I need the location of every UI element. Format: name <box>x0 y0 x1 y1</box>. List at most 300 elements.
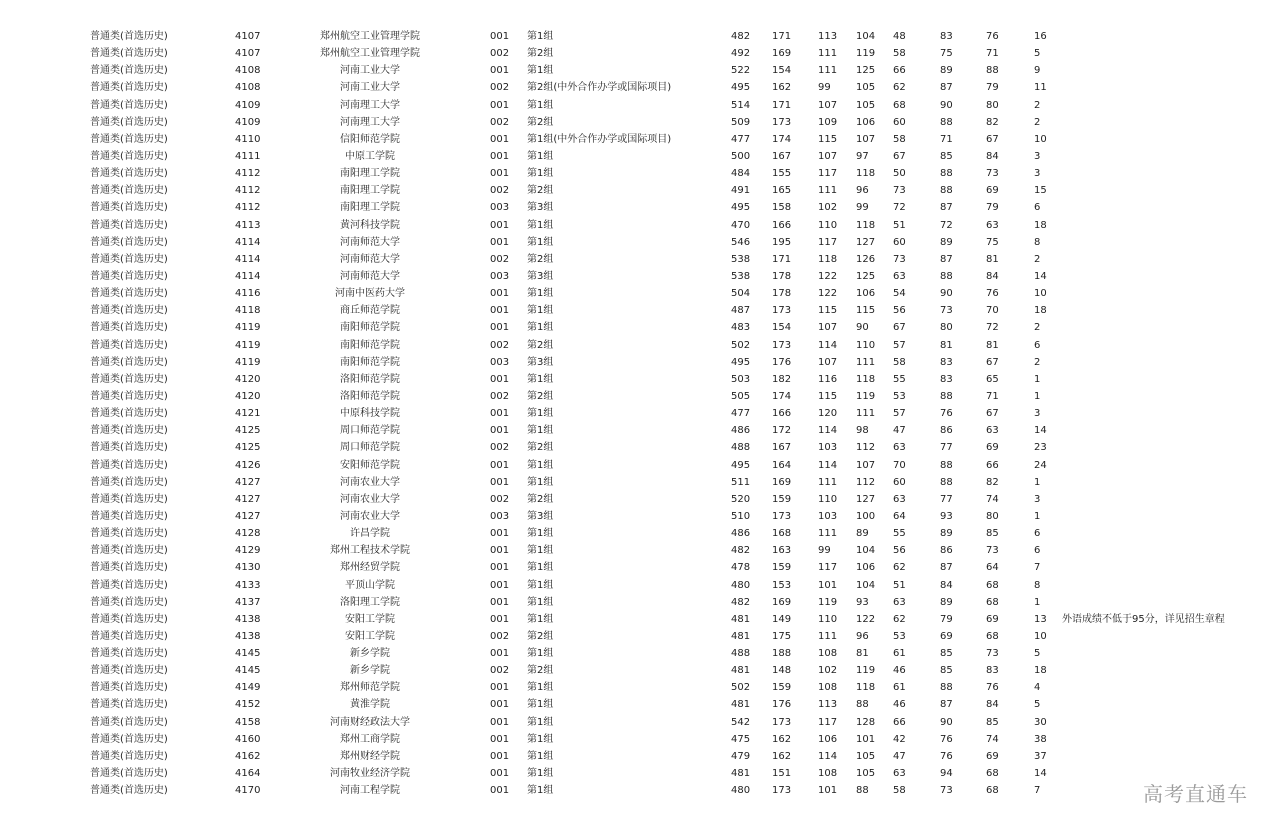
score-cell: 66 <box>893 65 906 77</box>
score-cell: 46 <box>893 665 906 677</box>
school-name-cell: 黄淮学院 <box>350 699 390 711</box>
group-name-cell: 第1组 <box>527 785 554 797</box>
score-cell: 76 <box>940 750 953 762</box>
score-cell: 127 <box>856 493 876 505</box>
table-row <box>0 422 1280 439</box>
category-cell: 普通类(首选历史) <box>90 373 168 385</box>
group-name-cell: 第1组 <box>527 219 554 231</box>
score-cell: 153 <box>772 579 792 591</box>
school-name-cell: 河南牧业经济学院 <box>330 768 410 780</box>
score-cell: 90 <box>856 322 869 334</box>
group-code-cell: 001 <box>490 150 510 162</box>
score-cell: 118 <box>818 253 838 265</box>
score-cell: 68 <box>986 579 999 591</box>
table-row <box>0 182 1280 199</box>
score-cell: 105 <box>856 82 876 94</box>
score-cell: 93 <box>856 596 869 608</box>
score-cell: 538 <box>731 253 751 265</box>
score-cell: 107 <box>856 459 876 471</box>
score-cell: 57 <box>893 408 906 420</box>
school-code-cell: 4114 <box>235 253 261 265</box>
score-cell: 505 <box>731 390 751 402</box>
score-cell: 88 <box>940 185 953 197</box>
score-cell: 500 <box>731 150 751 162</box>
score-cell: 73 <box>986 168 999 180</box>
school-code-cell: 4109 <box>235 99 261 111</box>
school-name-cell: 南阳理工学院 <box>340 202 400 214</box>
score-cell: 99 <box>856 202 869 214</box>
table-row <box>0 611 1280 628</box>
score-cell: 115 <box>818 305 838 317</box>
score-cell: 3 <box>1034 168 1041 180</box>
group-name-cell: 第1组 <box>527 682 554 694</box>
score-cell: 18 <box>1034 665 1047 677</box>
score-cell: 481 <box>731 613 751 625</box>
score-cell: 111 <box>856 408 876 420</box>
score-cell: 66 <box>986 459 999 471</box>
school-code-cell: 4145 <box>235 648 261 660</box>
school-code-cell: 4160 <box>235 733 261 745</box>
score-cell: 101 <box>818 579 838 591</box>
score-cell: 23 <box>1034 442 1047 454</box>
score-cell: 171 <box>772 253 792 265</box>
school-name-cell: 南阳师范学院 <box>340 339 400 351</box>
school-name-cell: 河南农业大学 <box>340 510 400 522</box>
category-cell: 普通类(首选历史) <box>90 562 168 574</box>
score-cell: 486 <box>731 528 751 540</box>
score-cell: 69 <box>940 630 953 642</box>
score-cell: 118 <box>856 219 876 231</box>
score-cell: 47 <box>893 425 906 437</box>
group-code-cell: 001 <box>490 750 510 762</box>
score-cell: 120 <box>818 408 838 420</box>
score-cell: 538 <box>731 270 751 282</box>
group-name-cell: 第3组 <box>527 270 554 282</box>
score-cell: 55 <box>893 528 906 540</box>
school-name-cell: 商丘师范学院 <box>340 305 400 317</box>
score-cell: 14 <box>1034 768 1047 780</box>
score-cell: 100 <box>856 510 876 522</box>
school-name-cell: 河南师范大学 <box>340 253 400 265</box>
score-cell: 73 <box>893 185 906 197</box>
score-cell: 70 <box>986 305 999 317</box>
score-cell: 172 <box>772 425 792 437</box>
score-cell: 89 <box>856 528 869 540</box>
category-cell: 普通类(首选历史) <box>90 390 168 402</box>
score-cell: 102 <box>818 665 838 677</box>
score-cell: 58 <box>893 133 906 145</box>
score-cell: 84 <box>940 579 953 591</box>
category-cell: 普通类(首选历史) <box>90 253 168 265</box>
category-cell: 普通类(首选历史) <box>90 82 168 94</box>
score-cell: 88 <box>856 785 869 797</box>
score-cell: 173 <box>772 305 792 317</box>
school-name-cell: 南阳师范学院 <box>340 322 400 334</box>
score-cell: 178 <box>772 288 792 300</box>
score-cell: 82 <box>986 476 999 488</box>
score-cell: 79 <box>986 82 999 94</box>
school-code-cell: 4121 <box>235 408 261 420</box>
score-cell: 90 <box>940 716 953 728</box>
score-cell: 122 <box>856 613 876 625</box>
score-cell: 67 <box>893 322 906 334</box>
school-name-cell: 河南工程学院 <box>340 785 400 797</box>
score-cell: 64 <box>893 510 906 522</box>
category-cell: 普通类(首选历史) <box>90 288 168 300</box>
school-code-cell: 4149 <box>235 682 261 694</box>
table-row <box>0 559 1280 576</box>
group-name-cell: 第2组 <box>527 116 554 128</box>
score-cell: 162 <box>772 733 792 745</box>
score-cell: 80 <box>940 322 953 334</box>
table-row <box>0 491 1280 508</box>
group-code-cell: 001 <box>490 288 510 300</box>
group-code-cell: 001 <box>490 99 510 111</box>
score-cell: 69 <box>986 185 999 197</box>
score-cell: 67 <box>986 133 999 145</box>
score-cell: 118 <box>856 682 876 694</box>
score-cell: 119 <box>856 390 876 402</box>
table-row <box>0 79 1280 96</box>
score-cell: 68 <box>986 768 999 780</box>
score-cell: 116 <box>818 373 838 385</box>
score-cell: 108 <box>818 768 838 780</box>
category-cell: 普通类(首选历史) <box>90 442 168 454</box>
score-cell: 67 <box>986 408 999 420</box>
category-cell: 普通类(首选历史) <box>90 493 168 505</box>
category-cell: 普通类(首选历史) <box>90 31 168 42</box>
score-cell: 72 <box>986 322 999 334</box>
group-code-cell: 001 <box>490 785 510 797</box>
table-row <box>0 405 1280 422</box>
score-cell: 159 <box>772 682 792 694</box>
score-cell: 90 <box>940 288 953 300</box>
score-cell: 103 <box>818 442 838 454</box>
group-name-cell: 第1组 <box>527 373 554 385</box>
score-cell: 73 <box>940 305 953 317</box>
school-name-cell: 黄河科技学院 <box>340 219 400 231</box>
group-name-cell: 第2组 <box>527 339 554 351</box>
category-cell: 普通类(首选历史) <box>90 596 168 608</box>
score-cell: 68 <box>893 99 906 111</box>
score-cell: 73 <box>893 253 906 265</box>
group-name-cell: 第1组 <box>527 150 554 162</box>
score-cell: 112 <box>856 442 876 454</box>
score-cell: 85 <box>986 716 999 728</box>
score-cell: 495 <box>731 202 751 214</box>
school-code-cell: 4170 <box>235 785 261 797</box>
score-cell: 167 <box>772 442 792 454</box>
group-name-cell: 第1组 <box>527 699 554 711</box>
score-cell: 509 <box>731 116 751 128</box>
score-cell: 503 <box>731 373 751 385</box>
group-name-cell: 第1组 <box>527 733 554 745</box>
school-code-cell: 4126 <box>235 459 261 471</box>
score-cell: 108 <box>818 682 838 694</box>
score-cell: 481 <box>731 630 751 642</box>
group-name-cell: 第1组(中外合作办学或国际项目) <box>527 133 672 145</box>
score-cell: 107 <box>856 133 876 145</box>
score-cell: 169 <box>772 48 792 60</box>
school-name-cell: 河南中医药大学 <box>335 288 405 300</box>
score-cell: 83 <box>940 356 953 368</box>
table-row <box>0 542 1280 559</box>
score-cell: 81 <box>856 648 869 660</box>
group-name-cell: 第1组 <box>527 545 554 557</box>
score-cell: 111 <box>818 185 838 197</box>
group-code-cell: 001 <box>490 768 510 780</box>
group-code-cell: 001 <box>490 459 510 471</box>
table-row <box>0 337 1280 354</box>
group-code-cell: 001 <box>490 408 510 420</box>
category-cell: 普通类(首选历史) <box>90 682 168 694</box>
score-cell: 84 <box>986 270 999 282</box>
category-cell: 普通类(首选历史) <box>90 339 168 351</box>
score-cell: 117 <box>818 562 838 574</box>
group-code-cell: 001 <box>490 305 510 317</box>
score-cell: 5 <box>1034 48 1041 60</box>
school-name-cell: 郑州工程技术学院 <box>330 545 410 557</box>
group-name-cell: 第1组 <box>527 305 554 317</box>
score-cell: 85 <box>940 150 953 162</box>
score-cell: 163 <box>772 545 792 557</box>
score-cell: 3 <box>1034 493 1041 505</box>
score-cell: 2 <box>1034 99 1041 111</box>
watermark-text: 高考直通车 <box>1143 782 1248 806</box>
school-code-cell: 4127 <box>235 493 261 505</box>
group-code-cell: 002 <box>490 185 510 197</box>
category-cell: 普通类(首选历史) <box>90 408 168 420</box>
score-cell: 504 <box>731 288 751 300</box>
score-cell: 175 <box>772 630 792 642</box>
school-name-cell: 周口师范学院 <box>340 425 400 437</box>
score-cell: 486 <box>731 425 751 437</box>
score-cell: 85 <box>940 648 953 660</box>
score-cell: 66 <box>893 716 906 728</box>
score-cell: 481 <box>731 665 751 677</box>
school-name-cell: 中原工学院 <box>345 150 395 162</box>
score-cell: 18 <box>1034 219 1047 231</box>
score-cell: 10 <box>1034 630 1047 642</box>
score-cell: 495 <box>731 82 751 94</box>
group-code-cell: 001 <box>490 322 510 334</box>
group-name-cell: 第1组 <box>527 648 554 660</box>
score-cell: 82 <box>986 116 999 128</box>
score-cell: 107 <box>818 322 838 334</box>
score-cell: 127 <box>856 236 876 248</box>
score-cell: 481 <box>731 768 751 780</box>
category-cell: 普通类(首选历史) <box>90 270 168 282</box>
score-cell: 77 <box>940 442 953 454</box>
table-row <box>0 508 1280 525</box>
score-cell: 81 <box>986 339 999 351</box>
score-cell: 63 <box>986 425 999 437</box>
score-cell: 71 <box>986 48 999 60</box>
school-name-cell: 河南财经政法大学 <box>330 716 410 728</box>
score-cell: 546 <box>731 236 751 248</box>
score-cell: 105 <box>856 768 876 780</box>
score-cell: 76 <box>986 31 999 42</box>
group-name-cell: 第2组 <box>527 665 554 677</box>
score-cell: 118 <box>856 373 876 385</box>
score-cell: 502 <box>731 682 751 694</box>
group-code-cell: 001 <box>490 545 510 557</box>
group-code-cell: 002 <box>490 665 510 677</box>
score-cell: 10 <box>1034 288 1047 300</box>
score-cell: 63 <box>893 442 906 454</box>
school-code-cell: 4137 <box>235 596 261 608</box>
group-code-cell: 001 <box>490 219 510 231</box>
score-cell: 115 <box>856 305 876 317</box>
group-code-cell: 001 <box>490 579 510 591</box>
score-cell: 69 <box>986 442 999 454</box>
group-name-cell: 第1组 <box>527 562 554 574</box>
school-name-cell: 南阳理工学院 <box>340 185 400 197</box>
score-cell: 117 <box>818 168 838 180</box>
group-name-cell: 第1组 <box>527 425 554 437</box>
score-cell: 111 <box>818 48 838 60</box>
school-name-cell: 郑州财经学院 <box>340 750 400 762</box>
school-name-cell: 安阳工学院 <box>345 613 395 625</box>
table-row <box>0 319 1280 336</box>
score-cell: 488 <box>731 648 751 660</box>
score-cell: 76 <box>986 682 999 694</box>
score-cell: 75 <box>986 236 999 248</box>
group-name-cell: 第2组(中外合作办学或国际项目) <box>527 82 672 94</box>
score-cell: 18 <box>1034 305 1047 317</box>
school-name-cell: 郑州航空工业管理学院 <box>320 31 420 42</box>
score-cell: 57 <box>893 339 906 351</box>
group-code-cell: 003 <box>490 270 510 282</box>
school-name-cell: 平顶山学院 <box>345 579 395 591</box>
score-cell: 106 <box>818 733 838 745</box>
group-code-cell: 001 <box>490 65 510 77</box>
table-row <box>0 439 1280 456</box>
school-name-cell: 安阳师范学院 <box>340 459 400 471</box>
score-cell: 6 <box>1034 545 1041 557</box>
school-name-cell: 南阳师范学院 <box>340 356 400 368</box>
score-cell: 104 <box>856 31 876 42</box>
table-row <box>0 302 1280 319</box>
score-cell: 87 <box>940 202 953 214</box>
group-name-cell: 第2组 <box>527 630 554 642</box>
score-cell: 173 <box>772 116 792 128</box>
score-cell: 520 <box>731 493 751 505</box>
group-name-cell: 第1组 <box>527 288 554 300</box>
group-name-cell: 第2组 <box>527 185 554 197</box>
school-code-cell: 4138 <box>235 613 261 625</box>
school-name-cell: 新乡学院 <box>350 665 390 677</box>
group-name-cell: 第1组 <box>527 528 554 540</box>
score-cell: 107 <box>818 99 838 111</box>
school-name-cell: 郑州经贸学院 <box>340 562 400 574</box>
group-name-cell: 第2组 <box>527 442 554 454</box>
score-cell: 487 <box>731 305 751 317</box>
category-cell: 普通类(首选历史) <box>90 219 168 231</box>
score-cell: 104 <box>856 579 876 591</box>
school-code-cell: 4158 <box>235 716 261 728</box>
score-cell: 511 <box>731 476 751 488</box>
score-cell: 168 <box>772 528 792 540</box>
score-cell: 6 <box>1034 339 1041 351</box>
group-name-cell: 第2组 <box>527 48 554 60</box>
score-cell: 87 <box>940 699 953 711</box>
score-cell: 107 <box>818 356 838 368</box>
score-cell: 63 <box>986 219 999 231</box>
score-cell: 14 <box>1034 425 1047 437</box>
score-cell: 68 <box>986 596 999 608</box>
score-cell: 16 <box>1034 31 1047 42</box>
school-code-cell: 4114 <box>235 236 261 248</box>
score-cell: 62 <box>893 613 906 625</box>
score-cell: 83 <box>940 373 953 385</box>
score-cell: 169 <box>772 476 792 488</box>
score-cell: 89 <box>940 236 953 248</box>
group-code-cell: 001 <box>490 682 510 694</box>
score-cell: 1 <box>1034 510 1041 522</box>
score-cell: 510 <box>731 510 751 522</box>
group-code-cell: 001 <box>490 562 510 574</box>
score-cell: 151 <box>772 768 792 780</box>
school-code-cell: 4119 <box>235 322 261 334</box>
score-cell: 154 <box>772 65 792 77</box>
table-row <box>0 199 1280 216</box>
school-code-cell: 4108 <box>235 82 261 94</box>
school-name-cell: 洛阳理工学院 <box>340 596 400 608</box>
score-cell: 96 <box>856 630 869 642</box>
score-cell: 89 <box>940 65 953 77</box>
score-cell: 115 <box>818 390 838 402</box>
school-code-cell: 4133 <box>235 579 261 591</box>
score-cell: 125 <box>856 65 876 77</box>
score-cell: 58 <box>893 48 906 60</box>
table-row <box>0 148 1280 165</box>
score-cell: 2 <box>1034 253 1041 265</box>
group-code-cell: 002 <box>490 390 510 402</box>
score-cell: 159 <box>772 493 792 505</box>
score-cell: 7 <box>1034 785 1041 797</box>
score-cell: 73 <box>986 545 999 557</box>
group-code-cell: 001 <box>490 373 510 385</box>
group-name-cell: 第1组 <box>527 236 554 248</box>
group-code-cell: 001 <box>490 699 510 711</box>
score-cell: 53 <box>893 390 906 402</box>
score-cell: 79 <box>986 202 999 214</box>
category-cell: 普通类(首选历史) <box>90 322 168 334</box>
group-code-cell: 001 <box>490 613 510 625</box>
score-cell: 174 <box>772 390 792 402</box>
score-cell: 495 <box>731 459 751 471</box>
score-cell: 477 <box>731 408 751 420</box>
score-cell: 15 <box>1034 185 1047 197</box>
score-cell: 48 <box>893 31 906 42</box>
group-name-cell: 第2组 <box>527 493 554 505</box>
table-row <box>0 388 1280 405</box>
score-cell: 195 <box>772 236 792 248</box>
score-cell: 58 <box>893 785 906 797</box>
group-name-cell: 第2组 <box>527 390 554 402</box>
school-name-cell: 洛阳师范学院 <box>340 390 400 402</box>
score-cell: 86 <box>940 425 953 437</box>
score-cell: 13 <box>1034 613 1047 625</box>
score-cell: 77 <box>940 493 953 505</box>
score-cell: 162 <box>772 82 792 94</box>
score-cell: 171 <box>772 31 792 42</box>
category-cell: 普通类(首选历史) <box>90 613 168 625</box>
school-name-cell: 中原科技学院 <box>340 408 400 420</box>
score-cell: 3 <box>1034 408 1041 420</box>
category-cell: 普通类(首选历史) <box>90 150 168 162</box>
